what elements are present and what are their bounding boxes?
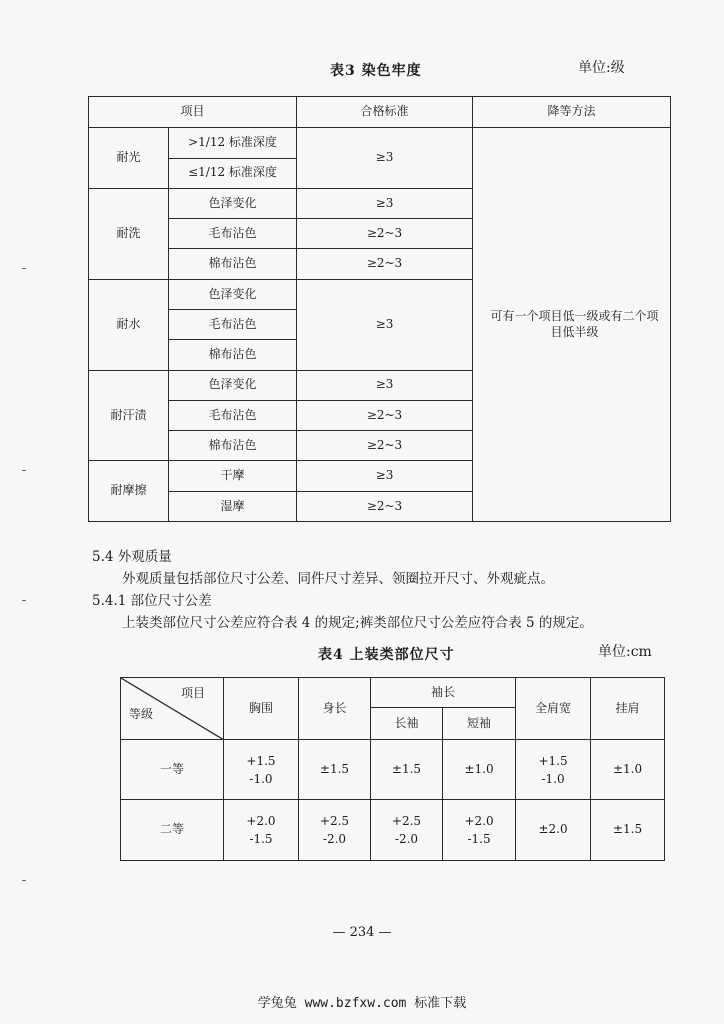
table3-standard: ≥2~3 [297, 431, 473, 461]
tolerance-minus: -2.0 [394, 832, 419, 846]
tolerance-plus: +1.5 [246, 753, 276, 768]
table3-standard: ≥3 [297, 279, 473, 370]
table3-item: 棉布沾色 [169, 340, 297, 370]
table4-cell: ±1.5 [591, 800, 665, 861]
table4-corner-bottom: 等级 [129, 707, 154, 722]
table3-item: 干摩 [169, 461, 297, 491]
table4-header-sleeve: 袖长 [371, 678, 516, 708]
table4-cell: ±1.0 [591, 740, 665, 800]
tolerance-minus: -1.0 [541, 771, 565, 786]
section-5-4-1-text: 上装类部位尺寸公差应符合表 4 的规定;裤类部位尺寸公差应符合表 5 的规定。 [122, 615, 593, 631]
table3-group-name: 耐摩擦 [89, 461, 169, 522]
table4-cell [299, 800, 371, 861]
section-5-4-heading: 5.4 外观质量 [92, 549, 172, 565]
table3-item: 色泽变化 [169, 279, 297, 309]
table4-unit: 单位:cm [598, 644, 652, 660]
table4-cell [371, 800, 443, 861]
table3-caption: 表3 染色牢度 [330, 63, 422, 79]
tolerance-minus: -1.0 [249, 771, 273, 786]
table3-item: 色泽变化 [169, 370, 297, 400]
tolerance-plus: +2.5 [319, 814, 350, 828]
table3-standard: ≥2~3 [297, 219, 473, 249]
table3-item: 毛布沾色 [169, 400, 297, 430]
table3-standard: ≥2~3 [297, 400, 473, 430]
tolerance-minus: -1.5 [249, 832, 273, 846]
table3 [88, 96, 671, 522]
footer-watermark: 学兔兔 www.bzfxw.com 标准下载 [257, 996, 467, 1011]
table3-downgrade-note: 可有一个项目低一级或有二个项目低半级 [473, 128, 671, 522]
table3-item: 毛布沾色 [169, 310, 297, 340]
table3-item: >1/12 标准深度 [169, 128, 297, 158]
tolerance-minus: -1.5 [467, 832, 491, 846]
table4-header-hanging-shoulder: 挂肩 [591, 678, 665, 740]
table4-header-short-sleeve: 短袖 [443, 708, 516, 740]
tolerance-minus: -2.0 [322, 832, 347, 846]
table4-corner-cell [121, 678, 224, 740]
section-5-4-text: 外观质量包括部位尺寸公差、同件尺寸差异、领圈拉开尺寸、外观疵点。 [122, 571, 554, 587]
tolerance-plus: +2.5 [391, 814, 422, 828]
table4-header-chest: 胸围 [224, 678, 299, 740]
table4 [120, 677, 665, 861]
table3-standard: ≥2~3 [297, 249, 473, 279]
table4-caption: 表4 上装类部位尺寸 [318, 647, 455, 663]
table3-header-item: 项目 [89, 97, 297, 128]
table4-cell: ±1.5 [299, 740, 371, 800]
table3-header-standard: 合格标准 [297, 97, 473, 128]
table3-item: 棉布沾色 [169, 431, 297, 461]
table4-grade: 二等 [121, 800, 224, 861]
table4-cell: ±1.0 [443, 740, 516, 800]
table4-cell [443, 800, 516, 861]
table3-group-name: 耐洗 [89, 188, 169, 279]
table4-cell: ±2.0 [516, 800, 591, 861]
section-5-4-1-heading: 5.4.1 部位尺寸公差 [92, 593, 212, 609]
table4-cell: ±1.5 [371, 740, 443, 800]
page-number: — 234 — [332, 925, 392, 940]
table3-standard: ≥3 [297, 461, 473, 491]
tolerance-plus: +1.5 [538, 753, 568, 768]
tolerance-plus: +2.0 [464, 814, 494, 828]
table3-standard: ≥3 [297, 370, 473, 400]
table3-group-name: 耐水 [89, 279, 169, 370]
table4-header-length: 身长 [299, 678, 371, 740]
table3-item: 湿摩 [169, 491, 297, 521]
table3-standard: ≥3 [297, 188, 473, 218]
table3-unit: 单位:级 [578, 60, 625, 76]
table3-group-name: 耐光 [89, 128, 169, 189]
table4-cell [224, 740, 299, 800]
table4-cell [516, 740, 591, 800]
table3-header-downgrade: 降等方法 [473, 97, 671, 128]
table4-header-shoulder-width: 全肩宽 [516, 678, 591, 740]
table4-corner-top: 项目 [180, 686, 205, 700]
table4-cell [224, 800, 299, 861]
table3-standard: ≥2~3 [297, 491, 473, 521]
table3-item: 毛布沾色 [169, 219, 297, 249]
table3-item: 色泽变化 [169, 188, 297, 218]
table3-item: ≤1/12 标准深度 [169, 158, 297, 188]
tolerance-plus: +2.0 [246, 814, 276, 828]
table3-standard: ≥3 [297, 128, 473, 189]
table4-grade: 一等 [121, 740, 224, 800]
table4-header-long-sleeve: 长袖 [371, 708, 443, 740]
table3-group-name: 耐汗渍 [89, 370, 169, 461]
table3-item: 棉布沾色 [169, 249, 297, 279]
